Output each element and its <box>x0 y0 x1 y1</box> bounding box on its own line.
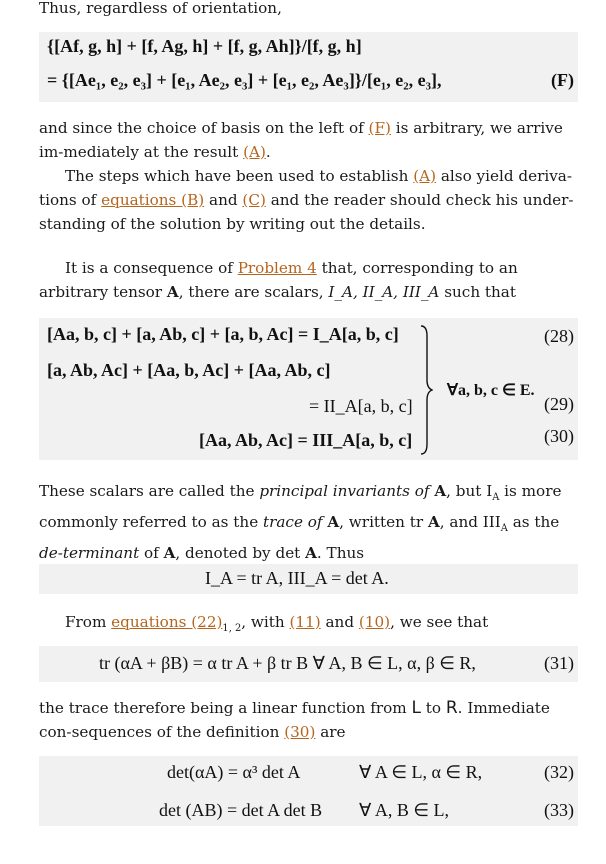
para4-mid3: , written tr <box>339 513 428 532</box>
em-trace-of: trace of <box>263 513 328 532</box>
equation-31-block <box>39 646 578 682</box>
equation-F-block <box>39 32 578 102</box>
link-30[interactable]: (30) <box>284 723 316 741</box>
para5-mid2: and <box>320 613 359 631</box>
para4-mid1: , but I <box>446 482 493 500</box>
equation-trace-det-block <box>39 564 578 594</box>
quantifier-abc: ∀a, b, c ∈ E. <box>447 382 535 399</box>
para4-mid5: as the <box>507 513 560 532</box>
em-determinant: de-terminant <box>39 544 140 563</box>
sub-A-2: A <box>500 523 508 535</box>
para3-text-mid: that, corresponding to an arbitrary tensor <box>39 259 518 301</box>
paragraph-3 <box>39 256 574 304</box>
para3-text-end: such that <box>439 283 516 301</box>
para6-text: the trace therefore being a linear function from <box>39 699 412 717</box>
tag-31: (31) <box>544 653 574 673</box>
link-A[interactable]: (A) <box>243 143 266 161</box>
equation-33-quantifier: ∀ A, B ∈ L, <box>359 800 449 820</box>
para4-text: These scalars are called the <box>39 482 260 500</box>
tag-29: (29) <box>544 394 574 414</box>
para2-text-mid2: and <box>204 191 243 209</box>
link-equations-B[interactable]: equations (B) <box>101 191 205 209</box>
link-10[interactable]: (10) <box>358 613 391 631</box>
paragraph-6 <box>39 696 574 744</box>
set-L: L <box>411 698 421 718</box>
para6-mid: . Immediate con-sequences of the definition <box>39 699 550 741</box>
sub-1-2: 1, 2 <box>222 623 242 635</box>
para4-end: . Thus <box>316 544 365 563</box>
link-equations-22[interactable]: equations (22) <box>111 613 223 631</box>
tag-28: (28) <box>544 326 574 346</box>
para2-text-mid1: also yield deriva-tions of <box>39 167 572 209</box>
equations-28-30-block <box>39 318 578 460</box>
para5-post: , we see that <box>390 613 489 631</box>
text-line-top: Thus, regardless of orientation, <box>39 0 282 17</box>
para3-text-post: , there are scalars, <box>178 283 329 301</box>
scalars-list: I_A, II_A, III_A <box>328 283 440 301</box>
paragraph-1 <box>39 116 574 164</box>
equation-F-line1: {[Af, g, h] + [f, Ag, h] + [f, g, Ah]}/[f, g, h] <box>47 36 362 56</box>
symbol-A-5: A <box>163 544 176 563</box>
symbol-A-2: A <box>434 482 447 500</box>
equation-31: tr (αA + βB) = α tr A + β tr B ∀ A, B ∈ L, α, β ∈ R, <box>99 653 476 673</box>
para4-post: , denoted by det <box>175 544 306 563</box>
equation-30: [Aa, Ab, Ac] = III_A[a, b, c] <box>199 430 413 450</box>
link-A-2[interactable]: (A) <box>413 167 437 185</box>
equation-F-line2: = {[Ae₁, e₂, e₃] + [e₁, Ae₂, e₃] + [e₁, e₂, Ae₃]}/[e₁, e₂, e₃], <box>47 70 442 90</box>
symbol-A: A <box>166 283 179 301</box>
set-R: R <box>445 698 458 718</box>
link-11[interactable]: (11) <box>289 613 321 631</box>
brace-icon <box>419 324 433 456</box>
para6-to: to <box>420 699 446 717</box>
equation-32: det(αA) = α³ det A <box>167 762 301 782</box>
equation-32-quantifier: ∀ A ∈ L, α ∈ R, <box>359 762 483 782</box>
para4-mid6: of <box>139 544 164 563</box>
equation-trace-det: I_A = tr A, III_A = det A. <box>205 568 389 588</box>
paragraph-2 <box>39 164 574 236</box>
equation-29-line2: = II_A[a, b, c] <box>309 396 413 416</box>
para4-mid2: is more commonly referred to as the <box>39 482 562 532</box>
para6-post: are <box>315 723 346 741</box>
link-C[interactable]: (C) <box>242 191 266 209</box>
equations-32-33-block <box>39 756 578 826</box>
para2-text-end: and the reader should check his under-standing of the solution by writing out the details. <box>39 191 574 233</box>
equation-29-line1: [a, Ab, Ac] + [Aa, b, Ac] + [Aa, Ab, c] <box>47 360 331 380</box>
sub-A: A <box>492 492 500 504</box>
para5-mid: , with <box>241 613 290 631</box>
equation-28: [Aa, b, c] + [a, Ab, c] + [a, b, Ac] = I_A[a, b, c] <box>47 324 399 344</box>
para1-text: and since the choice of basis on the left of <box>39 119 369 137</box>
link-F[interactable]: (F) <box>368 119 391 137</box>
link-problem-4[interactable]: Problem 4 <box>237 259 317 277</box>
para2-text: The steps which have been used to establish <box>65 167 414 185</box>
tag-30: (30) <box>544 426 574 446</box>
equation-F-tag: (F) <box>551 70 574 90</box>
para1-text-end: . <box>265 143 271 161</box>
para4-mid4: , and III <box>439 513 501 532</box>
em-principal-invariants: principal invariants of <box>259 482 435 500</box>
symbol-A-3: A <box>327 513 340 532</box>
para5-text: From <box>65 613 112 631</box>
symbol-A-4: A <box>427 513 440 532</box>
paragraph-4 <box>39 479 574 565</box>
tag-32: (32) <box>544 762 574 782</box>
tag-33: (33) <box>544 800 574 820</box>
para3-text: It is a consequence of <box>65 259 238 277</box>
equation-33: det (AB) = det A det B <box>159 800 323 820</box>
para1-text-mid: is arbitrary, we arrive im-mediately at the result <box>39 119 563 161</box>
paragraph-5 <box>39 610 574 641</box>
symbol-A-6: A <box>305 544 317 563</box>
